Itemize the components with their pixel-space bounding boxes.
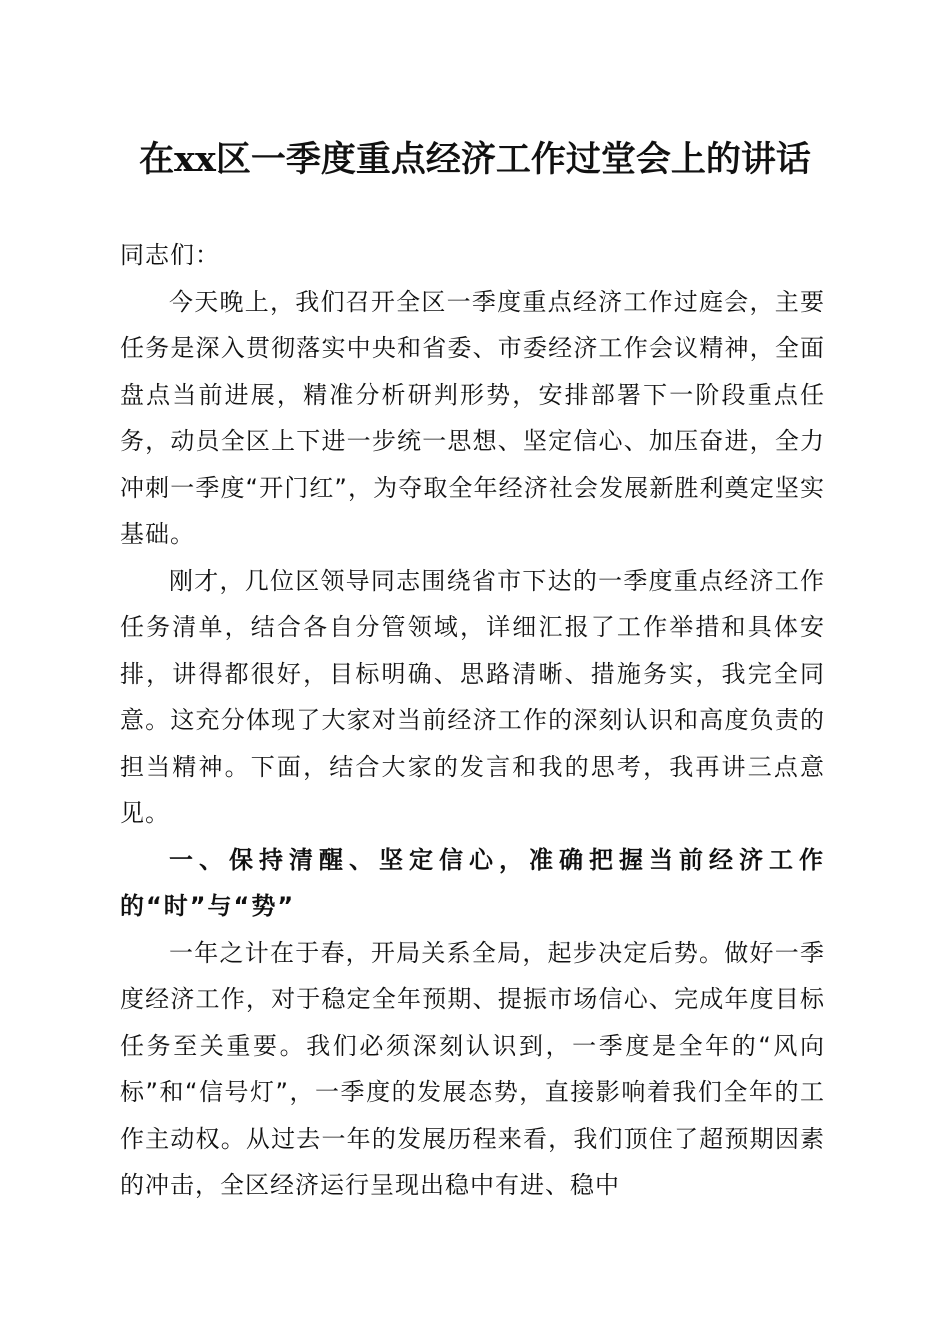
paragraph-opening: 今天晚上，我们召开全区一季度重点经济工作过庭会，主要任务是深入贯彻落实中央和省委、市委经济工作会议精神，全面盘点当前进展，精准分析研判形势，安排部署下一阶段重点任务，动员全区上下进一步统一思想、坚定信心、加压奋进，全力冲刺一季度“开门红”，为夺取全年经济社会发展新胜利奠定坚实基础。: [120, 287, 825, 548]
paragraph-response: 刚才，几位区领导同志围绕省市下达的一季度重点经济工作任务清单，结合各自分管领域，详细汇报了工作举措和具体安排，讲得都很好，目标明确、思路清晰、措施务实，我完全同意。这充分体现了大家对当前经济工作的深刻认识和高度负责的担当精神。下面，结合大家的发言和我的思考，我再讲三点意见。: [120, 566, 825, 827]
document-body: [120, 232, 825, 1209]
document-title: 在xx区一季度重点经济工作过堂会上的讲话: [139, 139, 811, 180]
salutation: 同志们：: [120, 241, 220, 269]
section-heading-one: 一、保持清醒、坚定信心，准确把握当前经济工作的“时”与“势”: [120, 845, 825, 920]
paragraph-section-one: 一年之计在于春，开局关系全局，起步决定后势。做好一季度经济工作，对于稳定全年预期、提振市场信心、完成年度目标任务至关重要。我们必须深刻认识到，一季度是全年的“风向标”和“信号灯”，一季度的发展态势，直接影响着我们全年的工作主动权。从过去一年的发展历程来看，我们顶住了超预期因素的冲击，全区经济运行呈现出稳中有进、稳中: [120, 938, 825, 1199]
